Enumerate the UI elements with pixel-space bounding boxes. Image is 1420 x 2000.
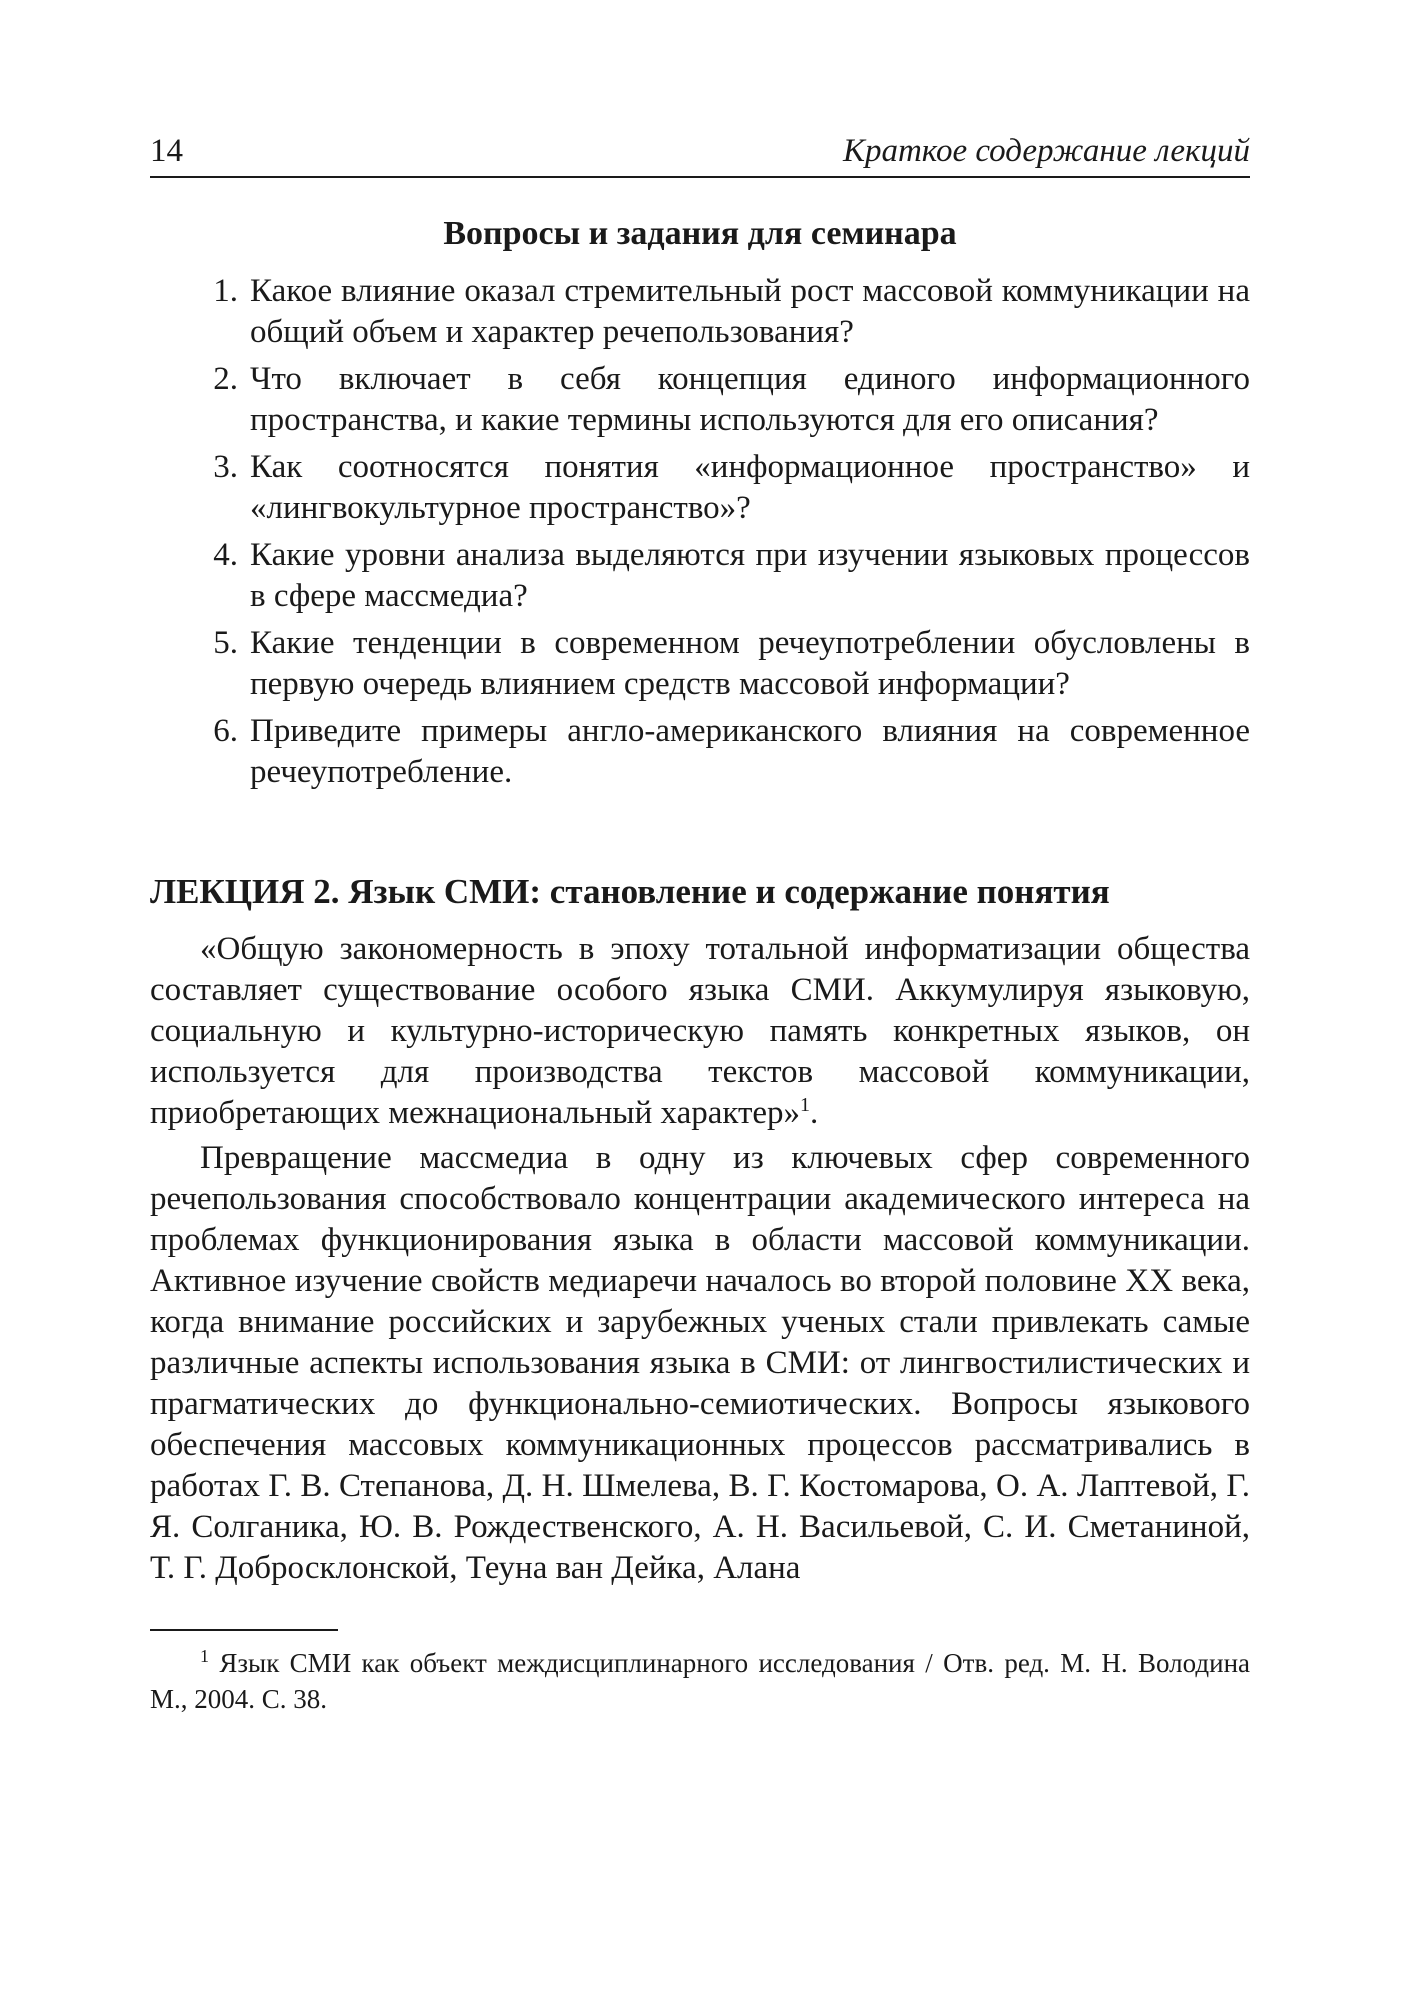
question-number: 4.: [213, 536, 238, 573]
question-text: Какое влияние оказал стремительный рост массовой коммуникации на общий объем и характер речепользования?: [250, 272, 1250, 350]
question-number: 5.: [213, 624, 238, 661]
question-text: Как соотносятся понятия «информационное пространство» и «лингвокультурное пространство»?: [250, 448, 1250, 526]
question-item: [150, 271, 1250, 353]
question-text: Какие уровни анализа выделяются при изучении языковых процессов в сфере массмедиа?: [250, 536, 1250, 614]
footnote-reference[interactable]: 1: [800, 1093, 811, 1116]
lecture-paragraph-1: [150, 929, 1250, 1134]
question-number: 6.: [213, 712, 238, 749]
question-number: 1.: [213, 272, 238, 309]
page-number: 14: [150, 133, 183, 169]
running-title: Краткое содержание лекций: [843, 133, 1250, 169]
question-text: Что включает в себя концепция единого информационного пространства, и какие термины используются для его описания?: [250, 360, 1250, 438]
question-item: [150, 359, 1250, 441]
question-text: Какие тенденции в современном речеупотреблении обусловлены в первую очередь влиянием средств массовой информации?: [250, 624, 1250, 702]
question-item: [150, 711, 1250, 793]
question-number: 3.: [213, 448, 238, 485]
lecture-paragraph-2: Превращение массмедиа в одну из ключевых сфер современного речепользования способствовало концентрации академического интереса на проблемах функционирования языка в области массовой коммуникации. Активное изучение свойств медиаречи началось во второй половине XX века, когда внимание российских и зарубежных ученых стали привлекать самые различные аспекты использования языка в СМИ: от лингвостилистических и прагматических до функционально-семиотических. Вопросы языкового обеспечения массовых коммуникационных процессов рассматривались в работах Г. В. Степанова, Д. Н. Шмелева, В. Г. Костомарова, О. А. Лаптевой, Г. Я. Солганика, Ю. В. Рождественского, А. Н. Васильевой, С. И. Сметаниной, Т. Г. Добросклонской, Теуна ван Дейка, Алана: [150, 1139, 1250, 1586]
paragraph-text: «Общую закономерность в эпоху тотальной информатизации общества составляет существование особого языка СМИ. Аккумулируя языковую, социальную и культурно-историческую память конкретных языков, он используется для производства текстов массовой коммуникации, приобретающих межнациональный характер»: [150, 930, 1250, 1131]
question-item: [150, 535, 1250, 617]
seminar-title: Вопросы и задания для семинара: [443, 215, 957, 252]
question-item: [150, 623, 1250, 705]
footnote-mark: 1: [200, 1645, 209, 1666]
page: [150, 118, 1250, 1958]
question-text: Приведите примеры англо-американского влияния на современное речеупотребление.: [250, 712, 1250, 790]
footnote: [150, 1645, 1250, 1717]
footnote-text: Язык СМИ как объект междисциплинарного исследования / Отв. ред. М. Н. Володина М., 2004. С. 38.: [150, 1647, 1251, 1714]
lecture-title: ЛЕКЦИЯ 2. Язык СМИ: становление и содержание понятия: [150, 871, 1110, 911]
footnote-divider: [150, 1629, 338, 1631]
seminar-questions: [150, 271, 1250, 793]
question-item: [150, 447, 1250, 529]
paragraph-end: .: [810, 1094, 819, 1131]
question-number: 2.: [213, 360, 238, 397]
running-header: [150, 118, 1250, 178]
